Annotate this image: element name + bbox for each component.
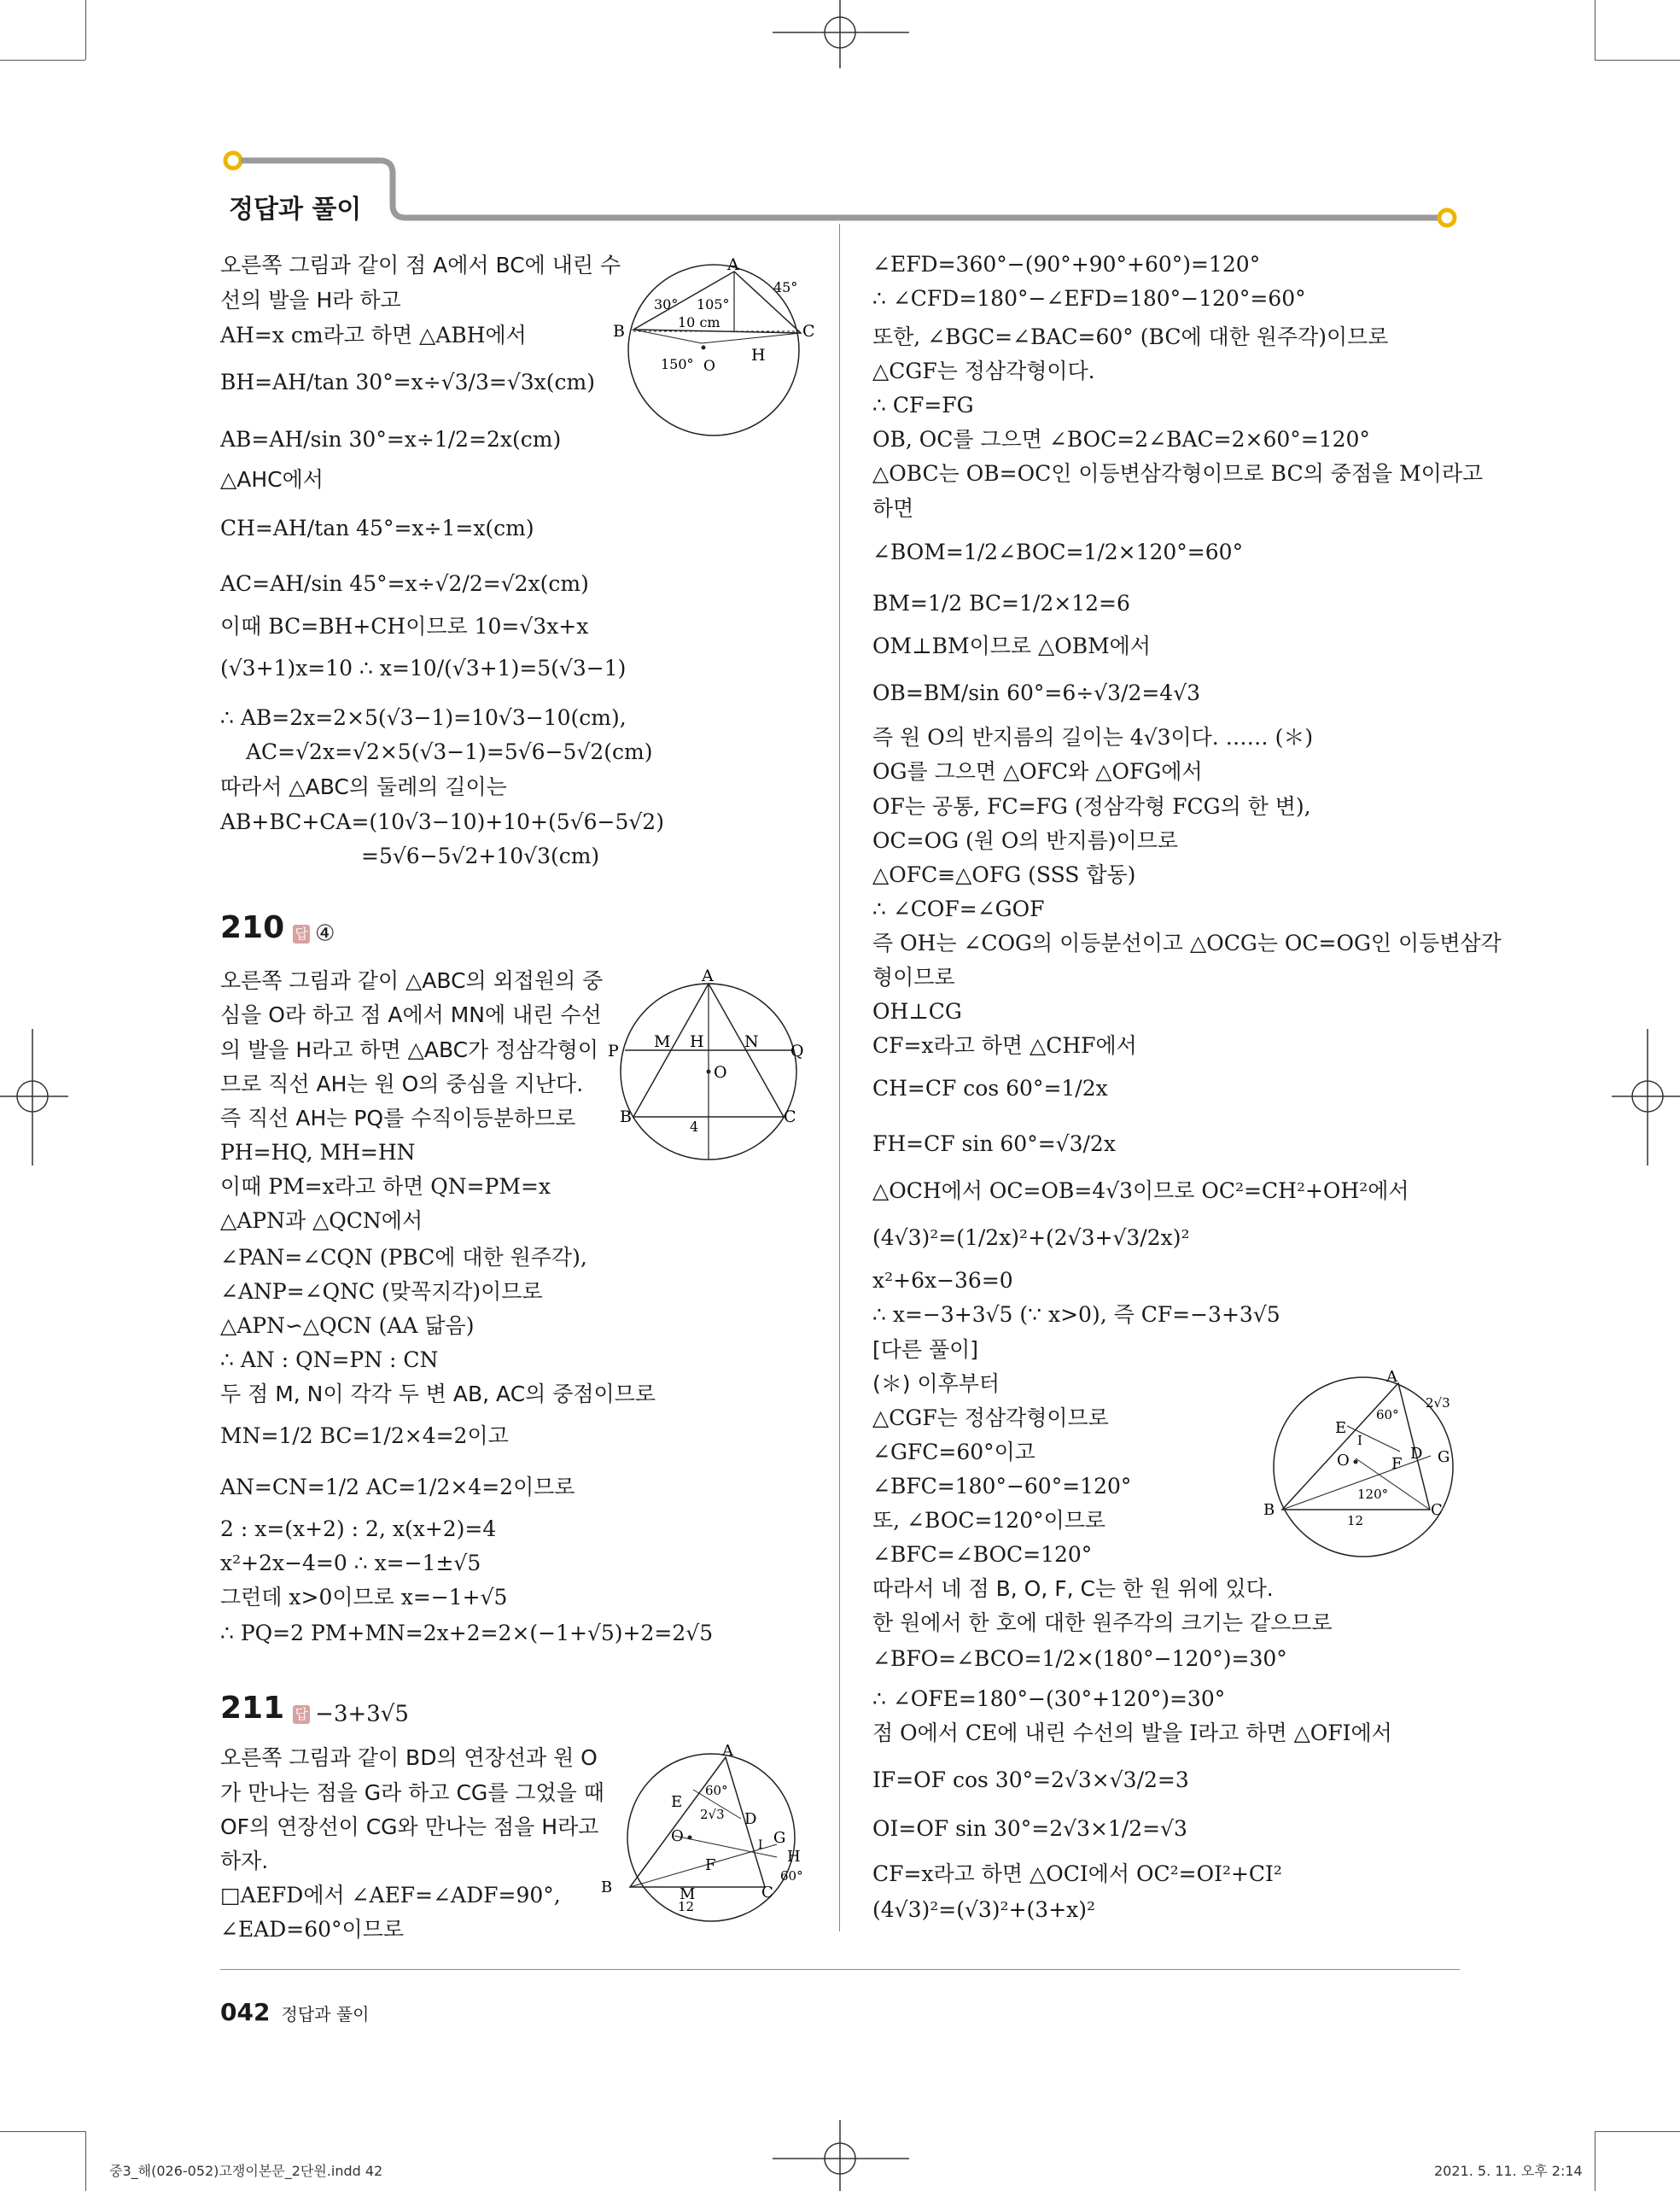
text-line: OF는 공통, FC=FG (정삼각형 FCG의 한 변), xyxy=(872,794,1311,819)
text-line: 의 발을 H라고 하면 △ABC가 정삼각형이 xyxy=(220,1037,598,1062)
text-line: 즉 원 O의 반지름의 길이는 4√3이다. …… (＊) xyxy=(872,725,1314,750)
footer xyxy=(220,1998,370,2026)
text-line: 선의 발을 H라 하고 xyxy=(220,288,401,313)
label-g: G xyxy=(773,1829,786,1847)
triangle xyxy=(1282,1383,1430,1510)
text-line: ∠EAD=60°이므로 xyxy=(220,1917,405,1942)
label-c: C xyxy=(784,1107,796,1126)
label-o: O xyxy=(1337,1452,1350,1469)
equation-line: 2 : x=(x+2) : 2, x(x+2)=4 xyxy=(220,1516,497,1541)
equation-line: x²+2x−4=0 ∴ x=−1±√5 xyxy=(220,1551,481,1575)
equation-line: BM=1/2 BC=1/2×12=6 xyxy=(872,591,1130,616)
text-line: 오른쪽 그림과 같이 점 A에서 BC에 내린 수 xyxy=(220,253,621,278)
page-number: 042 xyxy=(220,1998,271,2026)
equation-line: ∴ ∠COF=∠GOF xyxy=(872,897,1045,921)
header-rule xyxy=(218,145,1464,231)
text-line: 가 만나는 점을 G라 하고 CG를 그었을 때 xyxy=(220,1780,604,1805)
text-line: 형이므로 xyxy=(872,965,955,990)
text-line: △AHC에서 xyxy=(220,467,324,492)
equation-line: ∴ AB=2x=2×5(√3−1)=10√3−10(cm), xyxy=(220,705,627,730)
equation-line: ∠BFC=∠BOC=120° xyxy=(872,1542,1093,1567)
equation-line: PH=HQ, MH=HN xyxy=(220,1140,416,1165)
text-line: △OCH에서 OC=OB=4√3이므로 OC²=CH²+OH²에서 xyxy=(872,1178,1409,1203)
equation-line: MN=1/2 BC=1/2×4=2이고 xyxy=(220,1423,509,1448)
text-line: AH=x cm라고 하면 △ABH에서 xyxy=(220,323,527,348)
equation-line: x²+6x−36=0 xyxy=(872,1268,1013,1293)
column-divider xyxy=(839,224,840,1931)
answer-value: −3+3√5 xyxy=(315,1701,409,1727)
text-line: 므로 직선 AH는 원 O의 중심을 지난다. xyxy=(220,1072,584,1096)
equation-line: 그런데 x>0이므로 x=−1+√5 xyxy=(220,1585,508,1610)
segment xyxy=(1282,1456,1431,1510)
text-line: 따라서 네 점 B, O, F, C는 한 원 위에 있다. xyxy=(872,1576,1274,1601)
answer-badge: 답 xyxy=(293,925,310,944)
text-line: 두 점 M, N이 각각 두 변 AB, AC의 중점이므로 xyxy=(220,1382,656,1406)
text-line: 즉 OH는 ∠COG의 이등분선이고 △OCG는 OC=OG인 이등변삼각 xyxy=(872,931,1502,955)
label-q: Q xyxy=(790,1042,804,1060)
label-h: H xyxy=(690,1032,704,1051)
text-line: 한 원에서 한 호에 대한 원주각의 크기는 같으므로 xyxy=(872,1610,1333,1635)
label-a: A xyxy=(1386,1368,1397,1386)
equation-line: ∠BFO=∠BCO=1/2×(180°−120°)=30° xyxy=(872,1646,1287,1671)
label-angle: 30° xyxy=(654,296,679,313)
figure-triangle-abc xyxy=(608,256,820,440)
crop-mark xyxy=(1595,2131,1680,2132)
equation-line: FH=CF sin 60°=√3/2x xyxy=(872,1131,1116,1156)
equation-line: CF=x라고 하면 △OCI에서 OC²=OI²+CI² xyxy=(872,1861,1282,1886)
footer-rule xyxy=(220,1969,1460,1970)
label-d: D xyxy=(744,1810,757,1828)
label-h: H xyxy=(787,1848,801,1866)
figure-problem-211 xyxy=(598,1742,828,1930)
label-angle: 60° xyxy=(1376,1407,1399,1423)
crop-mark xyxy=(85,0,86,60)
label-a: A xyxy=(727,256,739,274)
registration-mark-top xyxy=(768,0,913,77)
equation-line: OB, OC를 그으면 ∠BOC=2∠BAC=2×60°=120° xyxy=(872,427,1370,452)
answer-value: ④ xyxy=(315,920,335,947)
figure-circumcircle xyxy=(608,965,821,1178)
label-g: G xyxy=(1438,1448,1450,1466)
text-line: 오른쪽 그림과 같이 BD의 연장선과 원 O xyxy=(220,1745,598,1770)
label-d: D xyxy=(1410,1445,1423,1463)
problem-210-heading xyxy=(220,910,335,947)
text-line: 하면 xyxy=(872,496,914,521)
text-line: 이때 PM=x라고 하면 QN=PM=x xyxy=(220,1174,551,1199)
page-title: 정답과 풀이 xyxy=(229,195,362,225)
text-line: △CGF는 정삼각형이므로 xyxy=(872,1405,1109,1430)
equation-line: ∴ AN : QN=PN : CN xyxy=(220,1347,439,1372)
label-a: A xyxy=(722,1742,733,1760)
equation-line: AB+BC+CA=(10√3−10)+10+(5√6−5√2) xyxy=(220,809,664,834)
equation-line: ∠BFC=180°−60°=120° xyxy=(872,1474,1132,1499)
equation-line: AC=√2x=√2×5(√3−1)=5√6−5√2(cm) xyxy=(246,739,653,764)
label-a: A xyxy=(702,967,714,985)
text-line: △APN과 △QCN에서 xyxy=(220,1208,423,1233)
label-length: 12 xyxy=(1347,1513,1364,1528)
equation-line: (√3+1)x=10 ∴ x=10/(√3+1)=5(√3−1) xyxy=(220,656,627,681)
slug-filename: 중3_해(026-052)고쟁이본문_2단원.indd 42 xyxy=(109,2163,383,2179)
label-angle: 45° xyxy=(773,279,798,295)
equation-line: BH=AH/tan 30°=x÷√3/3=√3x(cm) xyxy=(220,370,595,394)
label-angle: 60° xyxy=(705,1783,728,1798)
text-line: △APN∽△QCN (AA 닮음) xyxy=(220,1313,475,1338)
text-line: 하자. xyxy=(220,1849,269,1873)
text-line: ∠PAN=∠CQN (PBC에 대한 원주각), xyxy=(220,1245,587,1270)
equation-line: AB=AH/sin 30°=x÷1/2=2x(cm) xyxy=(220,427,562,452)
label-angle: 150° xyxy=(661,356,694,372)
alt-solution-label: [다른 풀이] xyxy=(872,1337,979,1362)
label-c: C xyxy=(761,1884,773,1902)
equation-line: CH=AH/tan 45°=x÷1=x(cm) xyxy=(220,516,534,540)
label-m: M xyxy=(654,1032,671,1051)
equation-line: ∴ CF=FG xyxy=(872,393,974,418)
crop-mark xyxy=(1595,60,1680,61)
center-dot xyxy=(707,1070,711,1074)
label-m: M xyxy=(680,1885,696,1903)
label-length: 10 cm xyxy=(678,314,720,330)
label-length: 12 xyxy=(678,1899,695,1914)
label-length: 4 xyxy=(690,1119,699,1135)
problem-211-heading xyxy=(220,1691,409,1727)
label-f: F xyxy=(1391,1455,1403,1473)
equation-line: ∠BOM=1/2∠BOC=1/2×120°=60° xyxy=(872,540,1244,564)
label-angle: 120° xyxy=(1357,1487,1389,1502)
registration-mark-left xyxy=(0,1025,68,1170)
center-dot xyxy=(1354,1460,1358,1464)
text-line: OF의 연장선이 CG와 만나는 점을 H라고 xyxy=(220,1814,599,1839)
registration-mark-right xyxy=(1612,1025,1680,1170)
label-c: C xyxy=(1431,1501,1443,1519)
equation-line: 또, ∠BOC=120°이므로 xyxy=(872,1508,1106,1533)
label-b: B xyxy=(1263,1501,1275,1519)
text-line: 따라서 △ABC의 둘레의 길이는 xyxy=(220,774,507,799)
label-h: H xyxy=(751,346,766,365)
label-e: E xyxy=(1335,1419,1347,1437)
crop-mark xyxy=(0,2131,85,2132)
text-line: 심을 O라 하고 점 A에서 MN에 내린 수선 xyxy=(220,1002,602,1027)
crop-mark xyxy=(85,2131,86,2191)
text-line: ∠ANP=∠QNC (맞꼭지각)이므로 xyxy=(220,1279,543,1304)
equation-line: OB=BM/sin 60°=6÷√3/2=4√3 xyxy=(872,681,1201,705)
text-line: OC=OG (원 O의 반지름)이므로 xyxy=(872,828,1179,853)
equation-line: ∴ ∠OFE=180°−(30°+120°)=30° xyxy=(872,1686,1226,1711)
equation-line: OI=OF sin 30°=2√3×1/2=√3 xyxy=(872,1816,1187,1841)
label-angle: 105° xyxy=(697,296,730,313)
text-line: △OBC는 OB=OC인 이등변삼각형이므로 BC의 중점을 M이라고 xyxy=(872,461,1484,486)
text-line: □AEFD에서 ∠AEF=∠ADF=90°, xyxy=(220,1883,561,1908)
page-label: 정답과 풀이 xyxy=(281,2004,370,2024)
text-line: (＊) 이후부터 xyxy=(872,1371,1000,1396)
registration-mark-bottom xyxy=(768,2116,913,2191)
equation-line: ∠GFC=60°이고 xyxy=(872,1440,1035,1464)
label-length: 2√3 xyxy=(1426,1395,1450,1411)
equation-line: IF=OF cos 30°=2√3×√3/2=3 xyxy=(872,1767,1189,1792)
text-line: OG를 그으면 △OFC와 △OFG에서 xyxy=(872,759,1203,784)
figure-alt-solution xyxy=(1263,1366,1477,1563)
label-o: O xyxy=(671,1827,684,1845)
text-line: △CGF는 정삼각형이다. xyxy=(872,359,1095,383)
segment xyxy=(1347,1426,1400,1452)
label-b: B xyxy=(613,322,625,341)
equation-line: (4√3)²=(1/2x)²+(2√3+√3/2x)² xyxy=(872,1225,1190,1250)
text-line: 또한, ∠BGC=∠BAC=60° (BC에 대한 원주각)이므로 xyxy=(872,324,1389,349)
label-b: B xyxy=(620,1107,632,1126)
label-o: O xyxy=(703,358,715,375)
equation-line: OH⊥CG xyxy=(872,999,962,1024)
text-line: OM⊥BM이므로 △OBM에서 xyxy=(872,634,1151,658)
label-p: P xyxy=(608,1042,619,1060)
problem-number: 211 xyxy=(220,1691,285,1726)
equation-line: ∠EFD=360°−(90°+90°+60°)=120° xyxy=(872,252,1261,277)
text-line: △OFC≡△OFG (SSS 합동) xyxy=(872,862,1136,887)
label-angle: 60° xyxy=(780,1868,803,1884)
text-line: 점 O에서 CE에 내린 수선의 발을 I라고 하면 △OFI에서 xyxy=(872,1721,1392,1745)
equation-line: ∴ PQ=2 PM+MN=2x+2=2×(−1+√5)+2=2√5 xyxy=(220,1621,714,1645)
equation-line: CH=CF cos 60°=1/2x xyxy=(872,1076,1108,1101)
answer-badge: 답 xyxy=(293,1705,310,1724)
slug-date: 2021. 5. 11. 오후 2:14 xyxy=(1434,2163,1583,2179)
label-i: I xyxy=(1357,1433,1362,1448)
text-line: CF=x라고 하면 △CHF에서 xyxy=(872,1033,1137,1058)
center-dot xyxy=(688,1836,692,1840)
center-dot xyxy=(702,346,706,350)
label-n: N xyxy=(744,1032,759,1051)
equation-line: =5√6−5√2+10√3(cm) xyxy=(361,844,600,868)
text-line: 즉 직선 AH는 PQ를 수직이등분하므로 xyxy=(220,1106,576,1131)
equation-line: ∴ ∠CFD=180°−∠EFD=180°−120°=60° xyxy=(872,286,1306,311)
text-line: 이때 BC=BH+CH이므로 10=√3x+x xyxy=(220,614,589,639)
problem-number: 210 xyxy=(220,910,285,945)
label-c: C xyxy=(802,322,815,341)
label-f: F xyxy=(705,1856,716,1874)
text-line: 오른쪽 그림과 같이 △ABC의 외접원의 중 xyxy=(220,968,604,993)
crop-mark xyxy=(0,60,85,61)
equation-line: AN=CN=1/2 AC=1/2×4=2이므로 xyxy=(220,1475,575,1499)
label-b: B xyxy=(601,1878,613,1896)
equation-line: ∴ x=−3+3√5 (∵ x>0), 즉 CF=−3+3√5 xyxy=(872,1302,1280,1327)
equation-line: AC=AH/sin 45°=x÷√2/2=√2x(cm) xyxy=(220,571,589,596)
equation-line: (4√3)²=(√3)²+(3+x)² xyxy=(872,1897,1096,1922)
label-o: O xyxy=(714,1063,727,1082)
label-i: I xyxy=(758,1838,763,1852)
label-length: 2√3 xyxy=(700,1807,725,1822)
label-e: E xyxy=(671,1793,683,1811)
segment xyxy=(630,1844,777,1887)
